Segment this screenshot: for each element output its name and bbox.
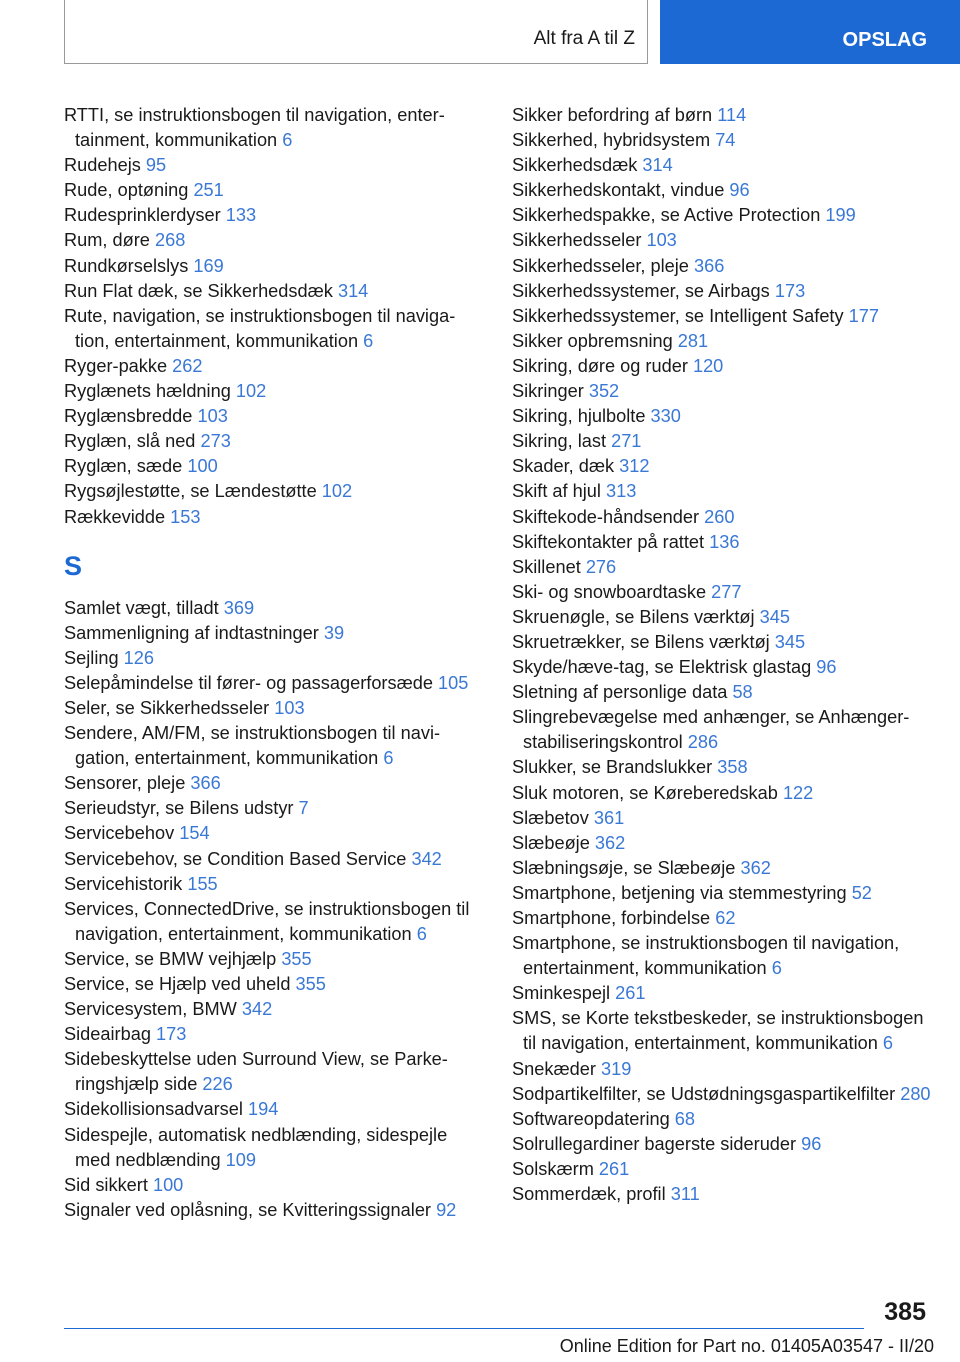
index-page-link[interactable]: 261 — [615, 983, 646, 1004]
index-entry — [512, 279, 932, 304]
index-entry-text: Sikring, last — [512, 431, 607, 452]
index-entry-text: Ryglæn, slå ned — [64, 431, 196, 452]
index-entry — [512, 881, 932, 906]
index-entry — [64, 178, 476, 203]
opslag-tab-label: OPSLAG — [842, 28, 927, 51]
index-page-link[interactable]: 355 — [281, 948, 312, 969]
index-page-link[interactable]: 281 — [677, 330, 709, 351]
index-page-link[interactable]: 361 — [593, 807, 625, 828]
index-entry-text: Signaler ved oplåsning, se Kvitteringssignaler — [64, 1199, 431, 1220]
index-entry-text: Rygsøjlestøtte, se Lændestøtte — [64, 481, 317, 502]
index-page-link[interactable]: 52 — [851, 882, 872, 903]
page-number: 385 — [884, 1298, 926, 1326]
index-page-link[interactable]: 6 — [282, 130, 293, 151]
index-entry — [64, 1097, 476, 1122]
index-page-link[interactable]: 260 — [704, 506, 735, 527]
index-entry — [512, 429, 932, 454]
index-entry — [512, 755, 932, 780]
index-entry-text: Rudehejs — [64, 155, 141, 176]
index-entry — [64, 621, 476, 646]
index-entry — [64, 796, 476, 821]
index-entry-text: Rundkørselslys — [64, 255, 189, 276]
index-entry-text: Sidekollisionsadvarsel — [64, 1099, 243, 1120]
index-page-link[interactable]: 58 — [732, 682, 753, 703]
index-entry — [512, 981, 932, 1006]
index-entry-text: Ryglæn, sæde — [64, 456, 183, 477]
index-page-link[interactable]: 6 — [363, 330, 374, 351]
index-page-link[interactable]: 74 — [715, 130, 736, 151]
index-entry — [64, 1198, 476, 1223]
index-page-link[interactable]: 39 — [323, 622, 345, 643]
index-entry-text: Sodpartikelfilter, se Udstødningsgaspartikelfilter — [512, 1083, 896, 1104]
index-entry — [64, 1047, 476, 1097]
index-entry-text: Sidebeskyttelse uden Surround View, se Parkeringshjælp side — [64, 1049, 448, 1095]
index-page-link[interactable]: 280 — [900, 1083, 931, 1104]
index-page-link[interactable]: 345 — [774, 631, 806, 652]
index-entry-text: Service, se BMW vejhjælp — [64, 948, 277, 969]
index-page-link[interactable]: 366 — [190, 773, 221, 794]
index-entry-text: Skruenøgle, se Bilens værktøj — [512, 606, 755, 627]
index-page-link[interactable]: 96 — [729, 180, 750, 201]
index-entry-text: Sejling — [64, 647, 119, 668]
index-entry — [512, 630, 932, 655]
index-page-link[interactable]: 313 — [606, 481, 637, 502]
index-entry-text: Sikring, hjulbolte — [512, 406, 646, 427]
index-entry-text: Selepåmindelse til fører- og passagerforsæde — [64, 672, 433, 693]
index-entry-text: Sikkerhed, hybridsystem — [512, 130, 711, 151]
index-page-link[interactable]: 103 — [197, 406, 228, 427]
index-entry — [512, 354, 932, 379]
index-page-link[interactable]: 268 — [154, 230, 186, 251]
index-entry-text: Slæbetov — [512, 807, 589, 828]
index-page-link[interactable]: 6 — [771, 958, 782, 979]
opslag-tab[interactable] — [660, 0, 960, 64]
index-entry-text: Sikkerhedsseler — [512, 230, 642, 251]
index-page-link[interactable]: 133 — [225, 205, 257, 226]
index-entry — [512, 1082, 932, 1107]
index-entry-text: SMS, se Korte tekstbeskeder, se instruktionsbogen til navigation, entertainment, kommunikation — [512, 1008, 924, 1054]
index-entry-text: Sid sikkert — [64, 1174, 148, 1195]
index-entry-text: Rækkevidde — [64, 506, 166, 527]
index-entry — [64, 771, 476, 796]
index-entry — [512, 1057, 932, 1082]
index-entry — [64, 228, 476, 253]
index-page-link[interactable]: 352 — [588, 381, 620, 402]
index-entry-text: Ryger-pakke — [64, 355, 168, 376]
index-entry-text: Sikker befordring af børn — [512, 105, 713, 125]
index-page-link[interactable]: 319 — [600, 1058, 632, 1079]
index-page-link[interactable]: 312 — [619, 456, 650, 477]
index-page-link[interactable]: 103 — [646, 230, 677, 251]
index-entry — [64, 671, 476, 696]
index-entry — [64, 454, 476, 479]
index-entry-text: Sammenligning af indtastninger — [64, 622, 319, 643]
index-entry — [64, 972, 476, 997]
index-group-s-continued — [512, 103, 932, 1207]
index-entry — [64, 379, 476, 404]
index-entry-text: Sikkerhedskontakt, vindue — [512, 180, 725, 201]
index-entry — [512, 103, 932, 128]
index-page-link[interactable]: 271 — [611, 431, 642, 452]
index-entry — [512, 530, 932, 555]
index-page-link[interactable]: 7 — [298, 798, 309, 819]
index-entry-text: Seler, se Sikkerhedsseler — [64, 697, 270, 718]
index-entry-text: Solrullegardiner bagerste sideruder — [512, 1133, 797, 1154]
index-entry — [512, 404, 932, 429]
index-entry-text: Skader, dæk — [512, 456, 615, 477]
index-column-right — [512, 103, 932, 1207]
index-entry-text: Sommerdæk, profil — [512, 1184, 666, 1205]
index-page-link[interactable]: 109 — [225, 1149, 257, 1170]
index-page-link[interactable]: 120 — [692, 355, 724, 376]
index-entry-text: Slingrebevægelse med anhænger, se Anhænger-stabiliseringskontrol — [512, 707, 910, 753]
index-entry-text: Sletning af personlige data — [512, 682, 728, 703]
index-entry-text: Sikkerhedspakke, se Active Protection — [512, 205, 821, 226]
index-page-link[interactable]: 136 — [709, 531, 740, 552]
index-page-link[interactable]: 261 — [598, 1158, 630, 1179]
index-entry-text: Smartphone, forbindelse — [512, 908, 711, 928]
index-page-link[interactable]: 277 — [711, 581, 742, 602]
index-page-link[interactable]: 114 — [717, 105, 747, 125]
index-entry-text: Solskærm — [512, 1158, 594, 1179]
index-entry — [64, 203, 476, 228]
index-entry-text: Rude, optøning — [64, 180, 189, 201]
index-entry-text: RTTI, se instruktionsbogen til navigation, entertainment, kommunikation — [64, 105, 445, 151]
index-page-link[interactable]: 366 — [693, 255, 725, 276]
index-page-link[interactable]: 96 — [801, 1133, 822, 1154]
index-entry — [512, 580, 932, 605]
index-entry — [512, 1132, 932, 1157]
index-page-link[interactable]: 173 — [156, 1024, 187, 1045]
index-entry-text: Sluk motoren, se Køreberedskab — [512, 782, 778, 803]
index-page-link[interactable]: 95 — [145, 155, 167, 176]
index-entry — [64, 1022, 476, 1047]
index-entry — [64, 103, 476, 153]
index-entry — [512, 555, 932, 580]
index-entry — [64, 947, 476, 972]
index-entry — [512, 505, 932, 530]
index-entry — [64, 354, 476, 379]
index-entry — [64, 429, 476, 454]
index-page-link[interactable]: 311 — [670, 1184, 700, 1205]
index-entry-text: Servicesystem, BMW — [64, 999, 237, 1020]
index-page-link[interactable]: 102 — [235, 381, 267, 402]
index-entry — [64, 847, 476, 872]
index-entry — [64, 872, 476, 897]
index-entry — [64, 505, 476, 530]
index-entry — [64, 1173, 476, 1198]
index-entry — [64, 404, 476, 429]
index-page-link[interactable]: 6 — [383, 748, 394, 769]
index-entry — [512, 153, 932, 178]
index-entry — [512, 1182, 932, 1207]
index-entry-text: Sikring, døre og ruder — [512, 355, 688, 376]
index-entry-text: Servicebehov — [64, 823, 175, 844]
index-entry — [512, 304, 932, 329]
index-entry-text: Smartphone, se instruktionsbogen til navigation, entertainment, kommunikation — [512, 933, 900, 979]
index-entry — [512, 680, 932, 705]
index-entry — [64, 1123, 476, 1173]
index-entry-text: Servicebehov, se Condition Based Service — [64, 848, 407, 869]
index-entry — [64, 254, 476, 279]
index-page-link[interactable]: 369 — [223, 597, 255, 618]
index-entry-text: Ryglænets hældning — [64, 381, 231, 402]
index-entry-text: Slukker, se Brandslukker — [512, 757, 713, 778]
index-entry-text: Skruetrækker, se Bilens værktøj — [512, 631, 770, 652]
index-entry-text: Skillenet — [512, 556, 581, 577]
index-page-link[interactable]: 194 — [248, 1099, 279, 1120]
index-entry-text: Sikkerhedsdæk — [512, 155, 638, 176]
index-page-link[interactable]: 62 — [715, 908, 736, 928]
index-page-link[interactable]: 177 — [848, 305, 879, 326]
index-page-link[interactable]: 362 — [594, 832, 626, 853]
index-page-link[interactable]: 251 — [193, 180, 224, 201]
index-entry-text: Service, se Hjælp ved uheld — [64, 974, 291, 994]
index-entry — [64, 153, 476, 178]
index-page-link[interactable]: 154 — [179, 823, 210, 844]
index-entry-text: Sidespejle, automatisk nedblænding, sidespejle med nedblænding — [64, 1124, 448, 1170]
index-entry-text: Sikkerhedssystemer, se Intelligent Safety — [512, 305, 844, 326]
index-column-left — [64, 103, 476, 1223]
index-page-link[interactable]: 126 — [123, 647, 155, 668]
index-entry — [512, 228, 932, 253]
index-entry — [512, 906, 932, 931]
index-page-link[interactable]: 68 — [674, 1108, 696, 1129]
index-entry — [512, 479, 932, 504]
index-page-link[interactable]: 122 — [782, 782, 814, 803]
index-page-link[interactable]: 314 — [337, 280, 369, 301]
index-page-link[interactable]: 362 — [740, 857, 771, 878]
index-entry — [64, 596, 476, 621]
index-entry — [512, 856, 932, 881]
index-page-link[interactable]: 6 — [416, 923, 427, 944]
index-entry — [512, 203, 932, 228]
index-entry — [512, 605, 932, 630]
index-group-r — [64, 103, 476, 530]
index-page-link[interactable]: 103 — [274, 697, 305, 718]
index-page-link[interactable]: 226 — [202, 1074, 233, 1095]
index-entry — [512, 178, 932, 203]
index-entry — [64, 646, 476, 671]
index-entry-text: Services, ConnectedDrive, se instruktionsbogen til navigation, entertainment, kommunikation — [64, 898, 470, 944]
index-entry-text: Snekæder — [512, 1058, 596, 1079]
index-entry-text: Sikringer — [512, 381, 584, 402]
index-page-link[interactable]: 342 — [241, 999, 273, 1020]
index-page-link[interactable]: 286 — [687, 732, 719, 753]
index-entry — [64, 304, 476, 354]
footer-divider — [64, 1328, 864, 1329]
index-entry-text: Smartphone, betjening via stemmestyring — [512, 882, 847, 903]
index-entry — [64, 821, 476, 846]
index-entry-text: Samlet vægt, tilladt — [64, 597, 219, 618]
index-page-link[interactable]: 342 — [411, 848, 442, 869]
index-entry-text: Rute, navigation, se instruktionsbogen til navigation, entertainment, kommunikation — [64, 305, 456, 351]
index-page-link[interactable]: 102 — [321, 481, 353, 502]
index-entry-text: Sensorer, pleje — [64, 773, 186, 794]
index-page-link[interactable]: 355 — [295, 974, 326, 994]
index-entry-text: Rum, døre — [64, 230, 150, 251]
index-page-link[interactable]: 314 — [642, 155, 673, 176]
index-entry — [64, 897, 476, 947]
footer-edition: Online Edition for Part no. 01405A03547 - II/20 — [559, 1336, 934, 1356]
index-page-link[interactable]: 345 — [759, 606, 791, 627]
index-entry-text: Sikkerhedsseler, pleje — [512, 255, 689, 276]
index-page-link[interactable]: 6 — [882, 1033, 894, 1054]
index-page-link[interactable]: 100 — [187, 456, 218, 477]
index-page-link[interactable]: 199 — [825, 205, 856, 226]
index-entry — [64, 279, 476, 304]
index-entry — [512, 329, 932, 354]
index-page-link[interactable]: 330 — [650, 406, 681, 427]
index-entry-text: Skift af hjul — [512, 481, 601, 502]
index-entry-text: Sikkerhedssystemer, se Airbags — [512, 280, 770, 301]
index-entry — [512, 705, 932, 755]
index-entry-text: Ryglænsbredde — [64, 406, 193, 427]
index-page-link[interactable]: 96 — [816, 657, 837, 678]
index-entry — [512, 1107, 932, 1132]
index-entry-text: Skiftekode-håndsender — [512, 506, 700, 527]
index-entry-text: Sideairbag — [64, 1024, 151, 1045]
index-entry — [512, 454, 932, 479]
index-page-link[interactable]: 169 — [193, 255, 224, 276]
index-entry — [512, 1157, 932, 1182]
index-entry-text: Serieudstyr, se Bilens udstyr — [64, 798, 294, 819]
index-entry-text: Rudesprinklerdyser — [64, 205, 221, 226]
index-page-link[interactable]: 92 — [436, 1199, 457, 1220]
index-entry — [64, 479, 476, 504]
section-title: Alt fra A til Z — [533, 28, 635, 49]
index-page-link[interactable]: 100 — [152, 1174, 184, 1195]
index-page-link[interactable]: 173 — [774, 280, 806, 301]
index-letter-heading: S — [64, 550, 83, 581]
index-page-link[interactable]: 153 — [170, 506, 201, 527]
index-page-link[interactable]: 276 — [585, 556, 617, 577]
index-entry-text: Slæbningsøje, se Slæbeøje — [512, 857, 736, 878]
index-entry-text: Skiftekontakter på rattet — [512, 531, 705, 552]
index-entry-text: Run Flat dæk, se Sikkerhedsdæk — [64, 280, 333, 301]
index-page-link[interactable]: 262 — [172, 355, 203, 376]
index-entry — [64, 696, 476, 721]
index-entry-text: Sendere, AM/FM, se instruktionsbogen til navigation, entertainment, kommunikation — [64, 723, 441, 769]
index-entry — [512, 254, 932, 279]
index-entry-text: Sikker opbremsning — [512, 330, 673, 351]
index-entry — [64, 721, 476, 771]
index-entry-text: Ski- og snowboardtaske — [512, 581, 707, 602]
index-page-link[interactable]: 358 — [717, 757, 748, 778]
index-entry — [64, 997, 476, 1022]
index-entry-text: Skyde/hæve-tag, se Elektrisk glastag — [512, 657, 812, 678]
index-entry-text: Slæbeøje — [512, 832, 590, 853]
index-entry — [512, 806, 932, 831]
index-entry — [512, 128, 932, 153]
index-group-s — [64, 596, 476, 1223]
index-entry-text: Softwareopdatering — [512, 1108, 670, 1129]
index-entry — [512, 781, 932, 806]
index-page-link[interactable]: 105 — [438, 672, 469, 693]
index-entry — [512, 1006, 932, 1056]
index-entry-text: Servicehistorik — [64, 873, 183, 894]
index-page-link[interactable]: 155 — [187, 873, 218, 894]
index-entry — [512, 931, 932, 981]
index-page-link[interactable]: 273 — [200, 431, 231, 452]
index-entry — [512, 831, 932, 856]
index-entry-text: Sminkespejl — [512, 983, 611, 1004]
index-entry — [512, 379, 932, 404]
index-entry — [512, 655, 932, 680]
